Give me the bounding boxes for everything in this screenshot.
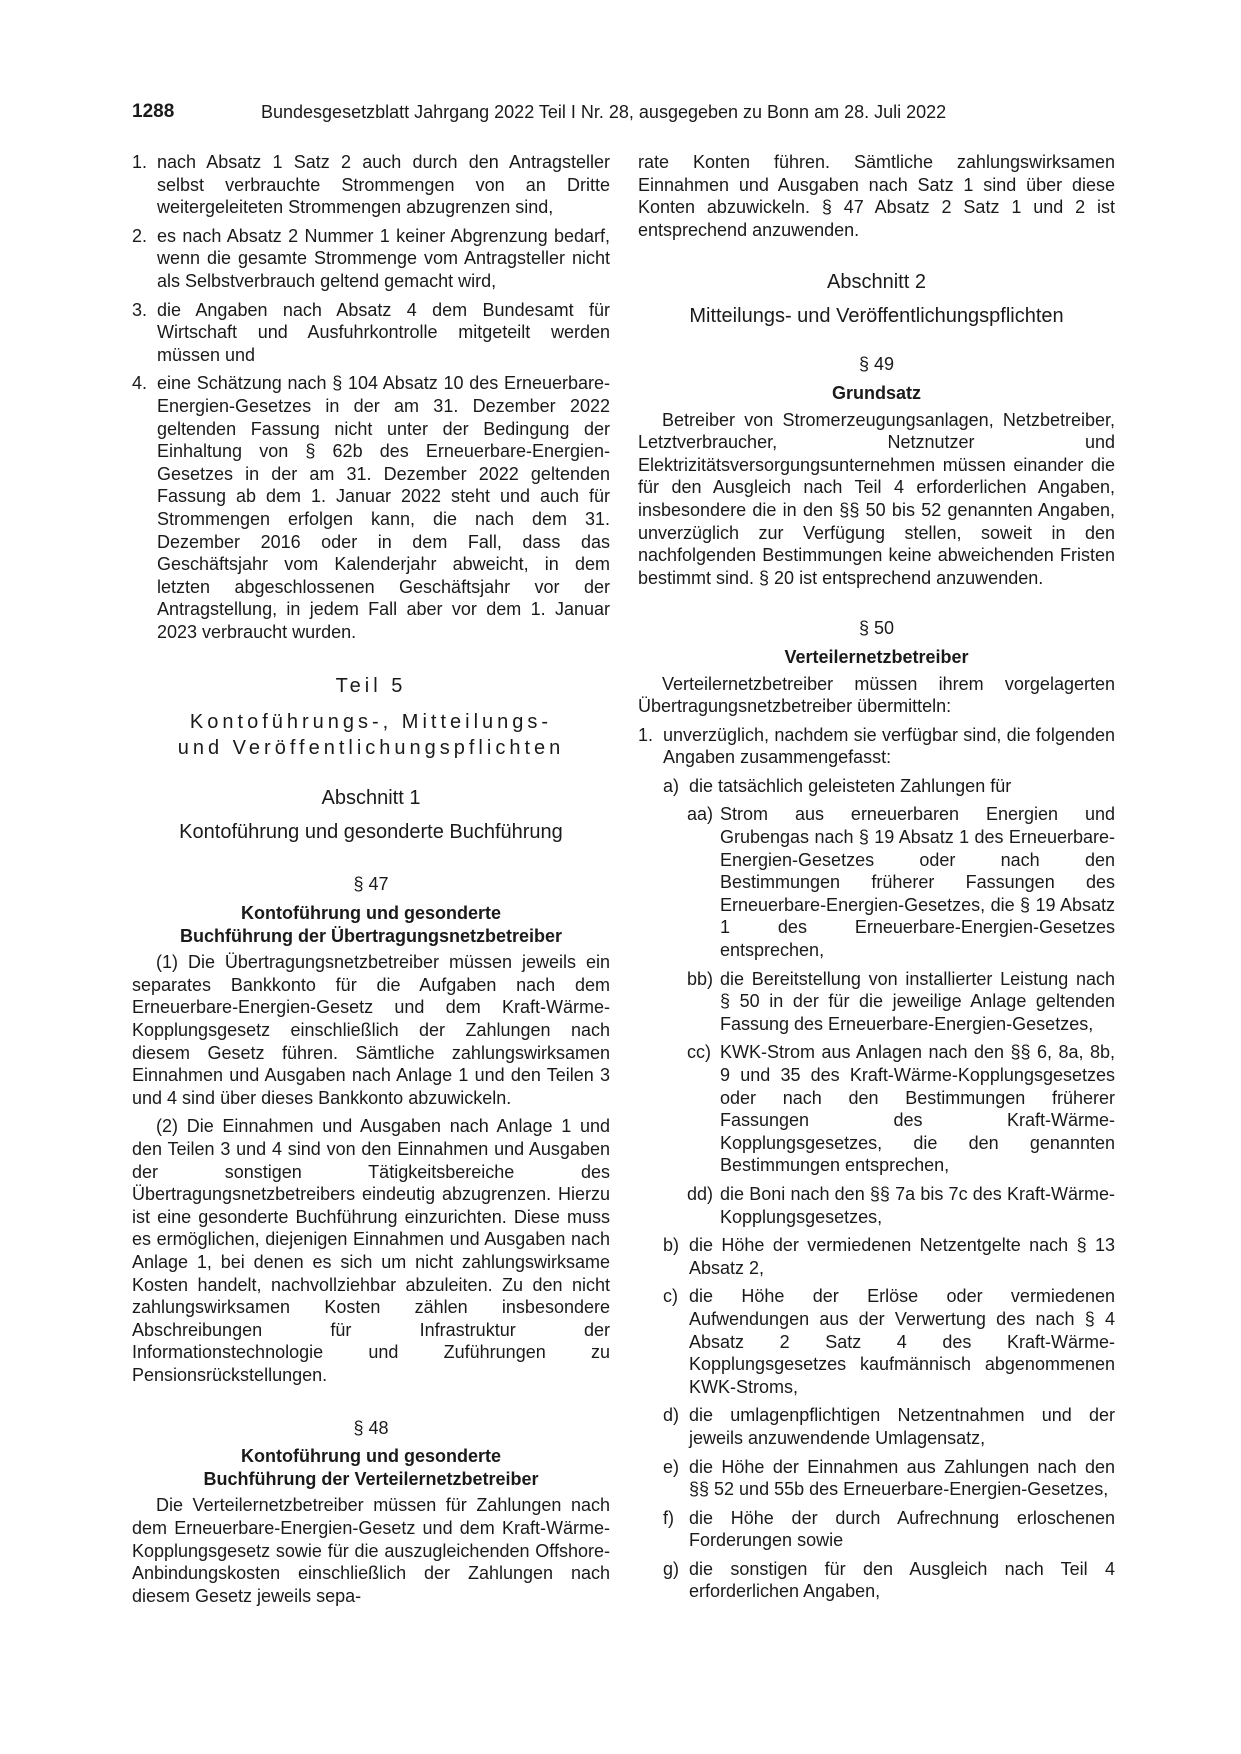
- list-item: [132, 225, 610, 293]
- list-item: [638, 1285, 1115, 1398]
- section-heading: Abschnitt 1: [321, 787, 421, 810]
- paragraph-number: § 50: [858, 618, 895, 639]
- list-text: die Boni nach den §§ 7a bis 7c des Kraft-Wärme-Kopplungsgesetzes,: [720, 1183, 1115, 1227]
- list-item: [132, 299, 610, 367]
- list-text: nach Absatz 1 Satz 2 auch durch den Antragsteller selbst verbrauchte Strommengen von an Dritte weitergeleiteten Strommengen abzugrenzen sind,: [157, 152, 610, 218]
- list-marker: dd): [687, 1183, 714, 1204]
- list-text: die Höhe der Einnahmen aus Zahlungen nach den §§ 52 und 55b des Erneuerbare-Energien-Gesetzes,: [689, 1456, 1115, 1500]
- section-title: Mitteilungs- und Veröffentlichungspflichten: [689, 305, 1064, 328]
- list-marker: a): [663, 775, 680, 796]
- list-text: unverzüglich, nachdem sie verfügbar sind, die folgenden Angaben zusammengefasst:: [663, 724, 1115, 768]
- section-title: Kontoführung und gesonderte Buchführung: [179, 821, 563, 844]
- paragraph-title: Verteilernetzbetreiber: [784, 646, 969, 667]
- list-item: [638, 1404, 1115, 1449]
- page-number: 1288: [132, 101, 175, 122]
- list-item: [638, 1041, 1115, 1177]
- list-text: Strom aus erneuerbaren Energien und Grubengas nach § 19 Absatz 1 des Erneuerbare-Energien-Gesetzes oder nach den Bestimmungen früherer Fassungen des Erneuerbare-Energien-Gesetzes, die § 19 Absatz 1 des Erneuerbare-Energien-Gesetzes entsprechen,: [720, 804, 1115, 961]
- list-marker: c): [663, 1286, 678, 1307]
- list-text: KWK-Strom aus Anlagen nach den §§ 6, 8a, 8b, 9 und 35 des Kraft-Wärme-Kopplungsgesetzes oder nach den Bestimmungen früherer Fassungen des Kraft-Wärme-Kopplungsgesetzes, die den genannten Bestimmungen entsprechen,: [720, 1042, 1115, 1176]
- list-item: [638, 1507, 1115, 1552]
- section-heading: Abschnitt 2: [827, 271, 926, 294]
- list-text: die sonstigen für den Ausgleich nach Teil 4 erforderlichen Angaben,: [689, 1558, 1115, 1602]
- list-item: [638, 1558, 1115, 1603]
- list-marker: g): [663, 1558, 680, 1579]
- list-marker: d): [663, 1405, 680, 1426]
- list-item: [638, 1183, 1115, 1228]
- part-heading: Teil 5: [335, 675, 407, 698]
- list-marker: 3.: [132, 299, 148, 320]
- list-marker: b): [663, 1235, 680, 1256]
- list-item: [132, 372, 610, 643]
- paragraph-text: Verteilernetzbetreiber müssen ihrem vorgelagerten Übertragungsnetzbetreiber übermitteln:: [638, 673, 1115, 717]
- paragraph-title: Grundsatz: [831, 382, 921, 403]
- right-column: [638, 151, 1115, 1603]
- list-text: die Angaben nach Absatz 4 dem Bundesamt für Wirtschaft und Ausfuhrkontrolle mitgeteilt werden müssen und: [157, 299, 610, 365]
- paragraph-title-line-2: Buchführung der Verteilernetzbetreiber: [203, 1468, 539, 1489]
- list-marker: f): [663, 1507, 674, 1528]
- left-column: [132, 151, 610, 1607]
- list-item: [638, 803, 1115, 961]
- list-item: [638, 775, 1115, 798]
- paragraph-title-line-2: Buchführung der Übertragungsnetzbetreiber: [179, 925, 563, 946]
- paragraph-title-line-1: Kontoführung und gesonderte: [241, 1446, 501, 1467]
- part-title-line-1: Kontoführungs-, Mitteilungs-: [189, 711, 553, 734]
- list-marker: bb): [687, 968, 714, 989]
- list-marker: aa): [687, 804, 714, 825]
- paragraph-text: Betreiber von Stromerzeugungsanlagen, Netzbetreiber, Letztverbraucher, Netznutzer und Elektrizitätsversorgungsunternehmen müssen einander die für den Ausgleich nach Teil 4 erforderlichen Angaben, insbesondere die in den §§ 50 bis 52 genannten Angaben, unverzüglich zur Verfügung stellen, soweit in den nachfolgenden Bestimmungen keine abweichenden Fristen bestimmt sind. § 20 ist entsprechend anzuwenden.: [638, 409, 1115, 588]
- list-item: [638, 1456, 1115, 1501]
- list-text: die Höhe der durch Aufrechnung erloschenen Forderungen sowie: [689, 1507, 1115, 1551]
- list-marker: 4.: [132, 373, 148, 394]
- list-text: es nach Absatz 2 Nummer 1 keiner Abgrenzung bedarf, wenn die gesamte Strommenge vom Antragsteller nicht als Selbstverbrauch geltend gemacht wird,: [157, 225, 610, 291]
- list-text: eine Schätzung nach § 104 Absatz 10 des Erneuerbare-Energien-Gesetzes in der am 31. Dezember 2022 geltenden Fassung nicht unter der Bedingung der Einhaltung von § 62b des Erneuerbare-Energien-Gesetzes in der am 31. Dezember 2022 geltenden Fassung ab dem 1. Januar 2022 steht und auch für Strommengen erfolgen kann, die nach dem 31. Dezember 2016 oder in dem Fall, dass das Geschäftsjahr vom Kalenderjahr abweicht, in dem letzten abgeschlossenen Geschäftsjahr vor der Antragstellung, in jedem Fall aber vor dem 1. Januar 2023 verbraucht wurden.: [157, 373, 610, 642]
- part-title-line-2: und Veröffentlichungspflichten: [177, 737, 565, 760]
- paragraph-text: Die Verteilernetzbetreiber müssen für Zahlungen nach dem Erneuerbare-Energien-Gesetz und dem Kraft-Wärme-Kopplungsgesetz sowie für die auszugleichenden Offshore-Anbindungskosten einschließlich der Zahlungen nach diesem Gesetz jeweils sepa-: [132, 1495, 610, 1606]
- list-text: die Bereitstellung von installierter Leistung nach § 50 in der für die jeweilige Anlage geltenden Fassung des Erneuerbare-Energien-Gesetzes,: [720, 968, 1115, 1034]
- list-text: die Höhe der Erlöse oder vermiedenen Aufwendungen aus der Verwertung des nach § 4 Absatz 2 Satz 4 des Kraft-Wärme-Kopplungsgesetzes kaufmännisch abgenommenen KWK-Stroms,: [689, 1286, 1115, 1397]
- paragraph-number: § 48: [353, 1417, 389, 1438]
- list-item: [638, 724, 1115, 769]
- list-marker: cc): [687, 1042, 711, 1063]
- running-title: Bundesgesetzblatt Jahrgang 2022 Teil I Nr. 28, ausgegeben zu Bonn am 28. Juli 2022: [261, 102, 947, 122]
- list-marker: 2.: [132, 225, 148, 246]
- paragraph-text: (2) Die Einnahmen und Ausgaben nach Anlage 1 und den Teilen 3 und 4 sind von den Einnahmen und Ausgaben der sonstigen Tätigkeitsbereiche des Übertragungsnetzbetreibers eindeutig abzugrenzen. Hierzu ist eine gesonderte Buchführung einzurichten. Diese muss es ermöglichen, diejenigen Einnahmen und Ausgaben nach Anlage 1, bei denen es sich um nicht zahlungswirksame Kosten handelt, nachvollziehbar abzuleiten. Zu den nicht zahlungswirksamen Kosten zählen insbesondere Abschreibungen für Infrastruktur der Informationstechnologie und Zuführungen zu Pensionsrückstellungen.: [132, 1116, 610, 1385]
- paragraph-number: § 49: [858, 354, 895, 375]
- paragraph-title-line-1: Kontoführung und gesonderte: [241, 903, 501, 924]
- list-text: die umlagenpflichtigen Netzentnahmen und der jeweils anzuwendende Umlagensatz,: [689, 1405, 1115, 1448]
- list-item: [638, 1234, 1115, 1279]
- list-marker: e): [663, 1456, 680, 1477]
- paragraph-text: rate Konten führen. Sämtliche zahlungswirksamen Einnahmen und Ausgaben nach Satz 1 sind über diese Konten abzuwickeln. § 47 Absatz 2 Satz 1 und 2 ist entsprechend anzuwenden.: [638, 152, 1115, 240]
- list-item: [132, 151, 610, 219]
- paragraph-text: (1) Die Übertragungsnetzbetreiber müssen jeweils ein separates Bankkonto für die Aufgaben nach dem Erneuerbare-Energien-Gesetz und dem Kraft-Wärme-Kopplungsgesetz einschließlich der Zahlungen nach diesem Gesetz führen. Sämtliche zahlungswirksamen Einnahmen und Ausgaben nach Anlage 1 und den Teilen 3 und 4 sind über dieses Bankkonto abzuwickeln.: [132, 952, 610, 1108]
- list-marker: 1.: [132, 152, 148, 172]
- list-text: die tatsächlich geleisteten Zahlungen für: [689, 775, 1012, 796]
- paragraph-number: § 47: [353, 874, 389, 895]
- list-text: die Höhe der vermiedenen Netzentgelte nach § 13 Absatz 2,: [689, 1235, 1115, 1278]
- list-item: [638, 968, 1115, 1036]
- list-marker: 1.: [638, 724, 654, 745]
